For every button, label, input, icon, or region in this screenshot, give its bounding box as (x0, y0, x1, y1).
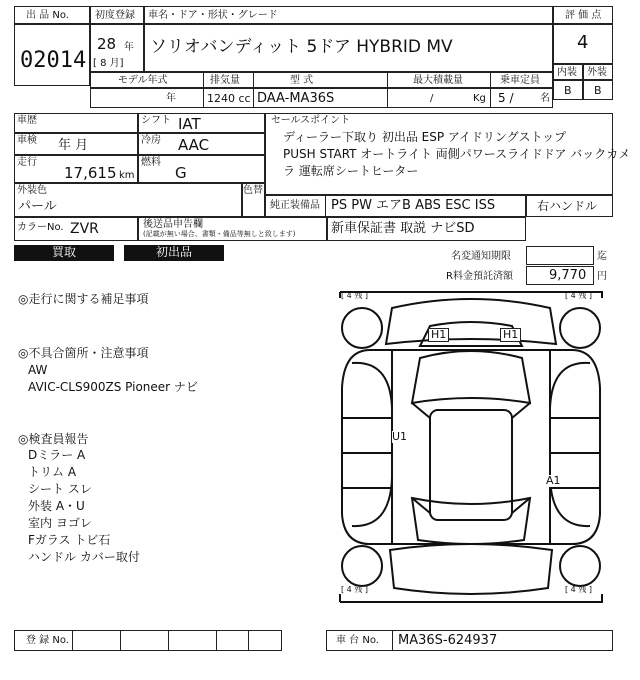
aftermarket-label: 後送品申告欄 (143, 219, 203, 230)
reg-no-divider-5 (248, 630, 249, 651)
recycle-amount: 9,770 (549, 268, 587, 283)
spec-divider-4 (490, 72, 491, 108)
mileage-unit: km (119, 170, 135, 181)
inspector-item-2: トリム A (28, 465, 77, 479)
tire-front-right-label: [ 4 残 ] (565, 291, 592, 300)
tire-front-left-label: [ 4 残 ] (341, 291, 368, 300)
sales-point-label: セールスポイント (271, 115, 351, 126)
capacity-label: 乗車定員 (500, 75, 540, 86)
lot-number: 02014 (20, 48, 87, 73)
mileage-label: 走行 (17, 157, 37, 168)
exterior-grade: B (594, 84, 602, 97)
shift-label: シフト (141, 115, 171, 126)
reg-year: 28 (97, 35, 117, 53)
warranty-value: 新車保証書 取説 ナビSD (331, 221, 475, 236)
spec-divider-1 (203, 72, 204, 108)
ac-label: 冷房 (141, 135, 161, 146)
score-label: 評 価 点 (565, 10, 602, 21)
defect-item-1: AW (28, 363, 48, 377)
tire-rear-left-label: [ 4 残 ] (341, 585, 368, 594)
lot-label: 出 品 No. (26, 10, 69, 21)
tire-rear-right-label: [ 4 残 ] (565, 585, 592, 594)
inspector-item-3: シート スレ (28, 482, 92, 496)
ext-color-label: 外装色 (17, 185, 47, 196)
car-body-diagram (330, 288, 612, 606)
car-name: ソリオバンディット 5ドア HYBRID MV (150, 37, 453, 57)
equipment-value: PS PW エアB ABS ESC ISS (331, 198, 496, 213)
color-change-label: 色替 (243, 185, 263, 196)
first-reg-label: 初度登録 (95, 10, 135, 21)
mileage-value: 17,615 (64, 164, 117, 182)
chassis-number: MA36S-624937 (398, 633, 498, 648)
chassis-divider (392, 630, 393, 651)
first-listing-badge: 初出品 (124, 245, 224, 261)
sales-point-line-2: PUSH START オートライト 両側パワースライドドア バックカメ (283, 147, 631, 161)
load-unit: Kg (473, 93, 486, 104)
steering-value: 右ハンドル (537, 199, 598, 213)
color-no-label: カラーNo. (17, 222, 64, 233)
exterior-label: 外装 (587, 67, 607, 78)
spec-divider-3 (387, 72, 388, 108)
buy-badge: 買取 (14, 245, 114, 261)
name-change-unit: 迄 (597, 251, 607, 262)
sales-point-line-3: ラ 運転席シートヒーター (283, 164, 419, 178)
reg-month: [ 8 月] (93, 58, 124, 69)
inspector-item-4: 外装 A・U (28, 499, 85, 513)
inspection-value: 年 月 (58, 138, 89, 153)
mark-h1-left: H1 (428, 328, 449, 342)
recycle-label: R料金預託済額 (446, 271, 513, 282)
reg-year-unit: 年 (124, 42, 134, 53)
mark-h1-right: H1 (500, 328, 521, 342)
model-year-unit: 年 (166, 93, 176, 104)
interior-grade: B (564, 84, 572, 97)
car-name-label: 車名・ドア・形状・グレード (148, 10, 278, 21)
tire-rear-left-value: 4 (346, 585, 352, 594)
fuel-value: G (175, 164, 187, 182)
reg-no-divider-4 (216, 630, 217, 651)
name-change-field (526, 246, 594, 265)
name-change-label: 名変通知期限 (451, 251, 511, 262)
model-year-label: モデル年式 (118, 75, 168, 86)
chassis-label: 車 台 No. (336, 635, 379, 646)
tire-front-right-value: 4 (570, 291, 576, 300)
max-load-label: 最大積載量 (413, 75, 463, 86)
mark-u1: U1 (392, 430, 408, 443)
inspector-item-1: Dミラー A (28, 448, 86, 462)
type-label: 型 式 (290, 75, 314, 86)
inspector-item-7: ハンドル カバー取付 (28, 550, 140, 564)
ext-color-value: パール (18, 199, 57, 214)
inspection-label: 車検 (17, 135, 37, 146)
reg-no-divider-3 (168, 630, 169, 651)
ac-value: AAC (178, 136, 210, 154)
inspector-item-6: Fガラス トビ石 (28, 533, 111, 547)
tire-rear-right-value: 4 (570, 585, 576, 594)
reg-no-label: 登 録 No. (26, 635, 69, 646)
capacity-value: 5 / (498, 91, 514, 105)
inspector-item-5: 室内 ヨゴレ (28, 516, 92, 530)
recycle-unit: 円 (597, 271, 607, 282)
defect-item-2: AVIC-CLS900ZS Pioneer ナビ (28, 380, 198, 394)
max-load-value: / (430, 93, 434, 104)
aftermarket-note: (記載が無い場合、書類・備品等無しと致します) (143, 230, 296, 238)
reg-no-divider-1 (72, 630, 73, 651)
equipment-divider (325, 195, 326, 217)
capacity-unit: 名 (540, 93, 550, 104)
equipment-label: 純正装備品 (270, 200, 320, 211)
color-no-value: ZVR (70, 221, 99, 237)
history-label: 車歴 (17, 115, 37, 126)
sales-point-line-1: ディーラー下取り 初出品 ESP アイドリングストップ (283, 130, 567, 144)
shift-value: IAT (178, 115, 201, 133)
displacement-label: 排気量 (210, 75, 240, 86)
defects-title: ◎不具合箇所・注意事項 (18, 346, 149, 360)
interior-label: 内装 (557, 67, 577, 78)
spec-divider-2 (253, 72, 254, 108)
fuel-label: 燃料 (141, 157, 161, 168)
inspector-title: ◎検査員報告 (18, 432, 89, 446)
model-code: DAA-MA36S (257, 91, 335, 106)
tire-front-left-value: 4 (346, 291, 352, 300)
displacement-value: 1240 cc (207, 92, 251, 105)
reg-no-divider-2 (120, 630, 121, 651)
supplement-title: ◎走行に関する補足事項 (18, 292, 149, 306)
mark-a1: A1 (546, 474, 561, 487)
score-value: 4 (577, 32, 589, 53)
